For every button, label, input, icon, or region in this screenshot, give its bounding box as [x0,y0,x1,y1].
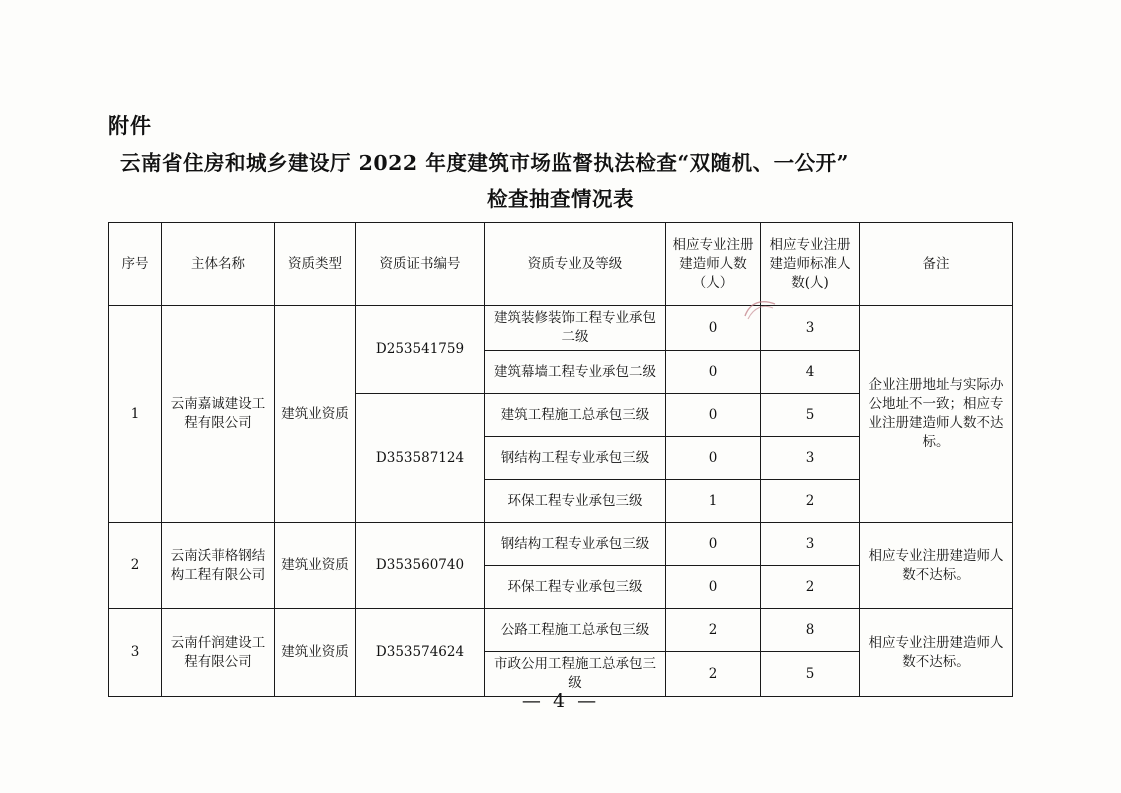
cell-seq: 3 [109,609,162,697]
cell-major-grade: 建筑装修装饰工程专业承包二级 [485,306,666,351]
cell-major-grade: 建筑工程施工总承包三级 [485,394,666,437]
cell-standard: 3 [761,306,860,351]
header-name: 主体名称 [162,223,275,306]
cell-remark: 相应专业注册建造师人数不达标。 [860,523,1013,609]
cell-qualification-type: 建筑业资质 [275,523,356,609]
cell-major-grade: 市政公用工程施工总承包三级 [485,652,666,697]
page-title [108,145,1013,217]
cell-major-grade: 钢结构工程专业承包三级 [485,437,666,480]
table-row [109,306,1013,351]
cell-major-grade: 钢结构工程专业承包三级 [485,523,666,566]
header-qualification-type: 资质类型 [275,223,356,306]
cell-major-grade: 建筑幕墙工程专业承包二级 [485,351,666,394]
table-row [109,523,1013,566]
cell-cert-no: D353587124 [356,394,485,523]
cell-name: 云南仟润建设工程有限公司 [162,609,275,697]
cell-registered: 0 [666,523,761,566]
cell-name: 云南沃菲格钢结构工程有限公司 [162,523,275,609]
page-title-line-2: 检查抽查情况表 [487,187,634,211]
cell-standard: 3 [761,523,860,566]
table-body [109,306,1013,697]
cell-seq: 2 [109,523,162,609]
header-cert-no: 资质证书编号 [356,223,485,306]
cell-major-grade: 环保工程专业承包三级 [485,480,666,523]
cell-cert-no: D253541759 [356,306,485,394]
cell-standard: 3 [761,437,860,480]
inspection-table [108,222,1013,697]
table-header [109,223,1013,306]
cell-remark: 相应专业注册建造师人数不达标。 [860,609,1013,697]
cell-registered: 0 [666,351,761,394]
cell-registered: 2 [666,652,761,697]
header-standard-count: 相应专业注册建造师标准人数(人) [761,223,860,306]
header-major-grade: 资质专业及等级 [485,223,666,306]
attachment-label: 附件 [108,113,152,138]
page-title-line-1: 云南省住房和城乡建设厅 2022 年度建筑市场监督执法检查“双随机、一公开” [120,151,849,175]
cell-standard: 8 [761,609,860,652]
cell-registered: 2 [666,609,761,652]
cell-major-grade: 环保工程专业承包三级 [485,566,666,609]
cell-qualification-type: 建筑业资质 [275,609,356,697]
cell-cert-no: D353560740 [356,523,485,609]
cell-registered: 0 [666,566,761,609]
cell-seq: 1 [109,306,162,523]
cell-remark: 企业注册地址与实际办公地址不一致；相应专业注册建造师人数不达标。 [860,306,1013,523]
table-header-row [109,223,1013,306]
cell-name: 云南嘉诚建设工程有限公司 [162,306,275,523]
table-row [109,609,1013,652]
header-remark: 备注 [860,223,1013,306]
cell-registered: 0 [666,394,761,437]
cell-registered: 0 [666,306,761,351]
cell-standard: 5 [761,394,860,437]
cell-standard: 2 [761,566,860,609]
cell-standard: 2 [761,480,860,523]
cell-cert-no: D353574624 [356,609,485,697]
cell-qualification-type: 建筑业资质 [275,306,356,523]
cell-registered: 1 [666,480,761,523]
cell-standard: 5 [761,652,860,697]
cell-major-grade: 公路工程施工总承包三级 [485,609,666,652]
cell-registered: 0 [666,437,761,480]
header-seq: 序号 [109,223,162,306]
cell-standard: 4 [761,351,860,394]
header-registered-count: 相应专业注册建造师人数（人） [666,223,761,306]
page-number: — 4 — [521,690,600,712]
